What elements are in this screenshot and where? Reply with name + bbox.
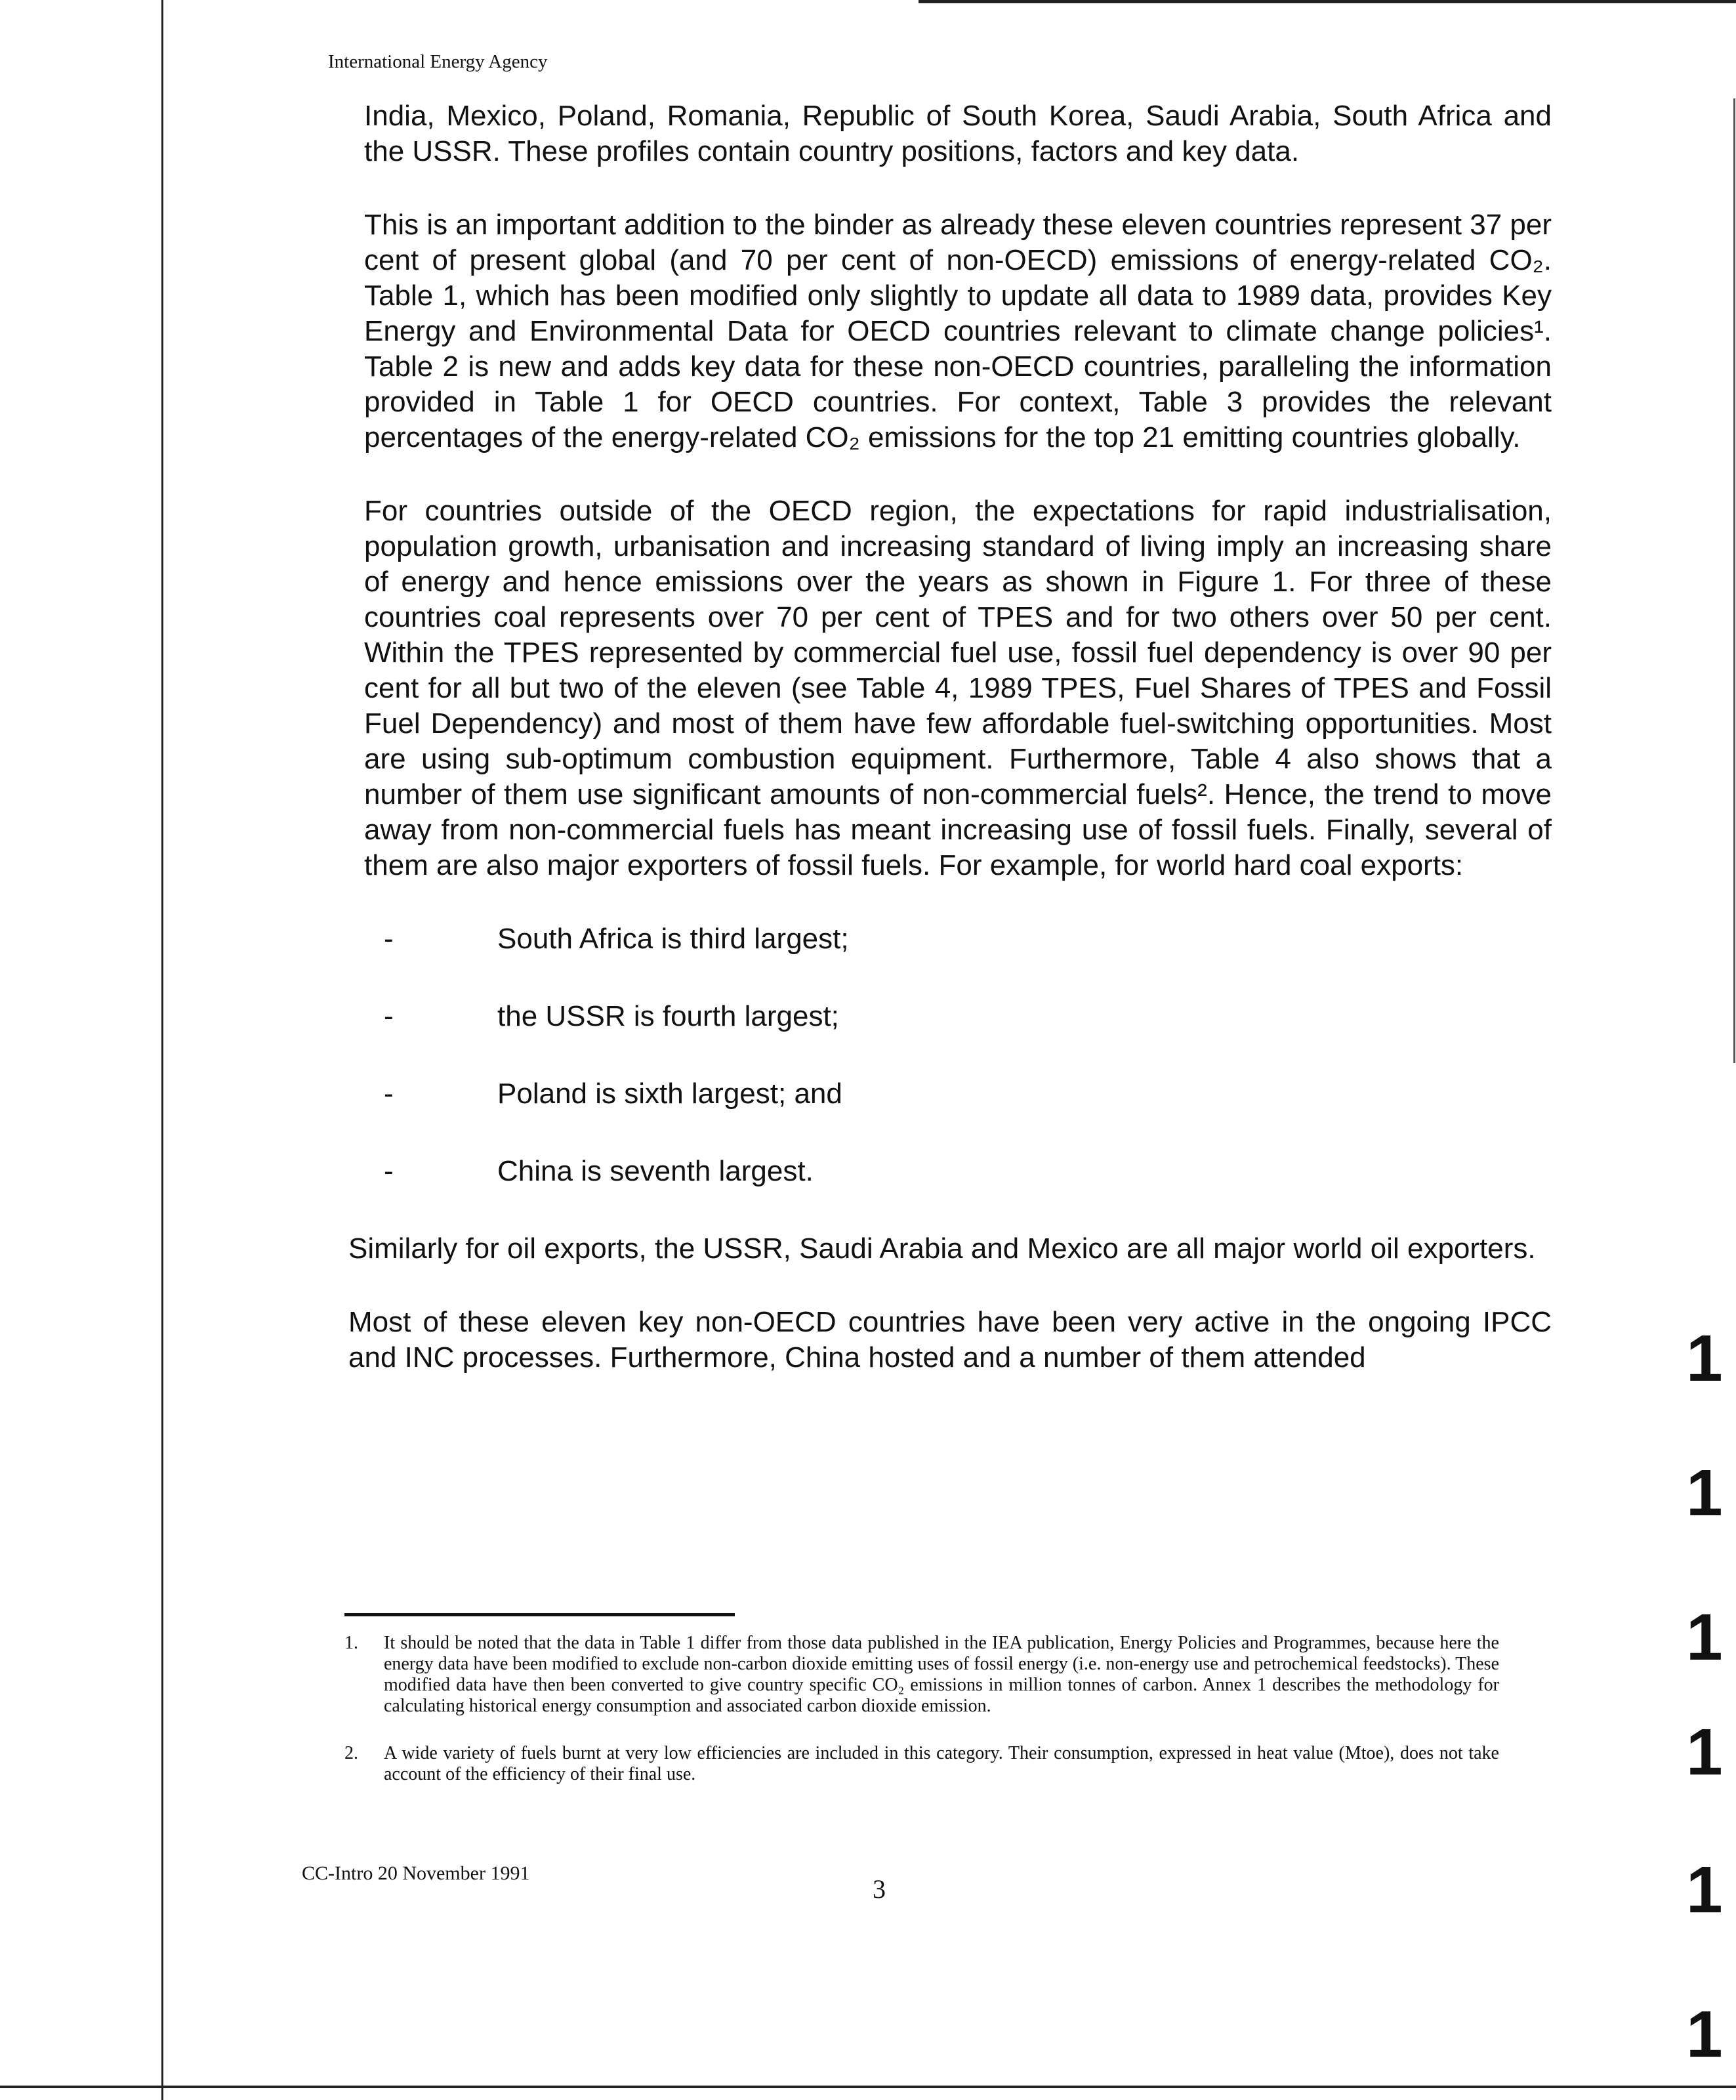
edge-mark: 1 bbox=[1686, 1322, 1723, 1395]
list-item bbox=[364, 1154, 1552, 1189]
document-body bbox=[348, 98, 1552, 1414]
footnote-text: It should be noted that the data in Table 1 differ from those data published in the IEA publication, Energy Policies and Programmes, because here the energy data have been modified to exclude non-carbon dioxide emitting uses of fossil energy (i.e. non-energy use and petrochemical feedstocks). These modified data have then been converted to give country specific CO₂ emissions in million tonnes of carbon. Annex 1 describes the methodology for calculating historical energy consumption and associated carbon dioxide emission. bbox=[384, 1633, 1499, 1716]
list-item-text: Poland is sixth largest; and bbox=[497, 1078, 842, 1110]
page-number: 3 bbox=[873, 1874, 886, 1904]
coal-exports-list bbox=[364, 921, 1552, 1189]
list-item bbox=[364, 1076, 1552, 1112]
paragraph-2: This is an important addition to the binder as already these eleven countries represent 37 per cent of present global (and 70 per cent of non-OECD) emissions of energy-related CO₂. Table 1, which has been modified only slightly to update all data to 1989 data, provides Key Energy and Environmental Data for OECD countries relevant to climate change policies¹. Table 2 is new and adds key data for these non-OECD countries, paralleling the information provided in Table 1 for OECD countries. For context, Table 3 provides the relevant percentages of the energy-related CO₂ emissions for the top 21 emitting countries globally. bbox=[364, 209, 1552, 453]
edge-mark: 1 bbox=[1686, 1456, 1723, 1530]
bullet-dash: - bbox=[384, 1000, 394, 1032]
edge-mark: 1 bbox=[1686, 1998, 1723, 2071]
paragraph-5: Most of these eleven key non-OECD countries have been very active in the ongoing IPCC and INC processes. Furthermore, China hosted and a number of them attended bbox=[348, 1306, 1552, 1374]
footnote-text: A wide variety of fuels burnt at very low efficiencies are included in this category. Their consumption, expressed in heat value (Mtoe), does not take account of the efficiency of their final use. bbox=[384, 1743, 1499, 1784]
list-item bbox=[364, 999, 1552, 1034]
paragraph-1: India, Mexico, Poland, Romania, Republic of South Korea, Saudi Arabia, South Africa and the USSR. These profiles contain country positions, factors and key data. bbox=[364, 100, 1552, 167]
bottom-edge-rule bbox=[0, 2086, 1736, 2088]
list-item-text: China is seventh largest. bbox=[497, 1155, 814, 1187]
list-item-text: the USSR is fourth largest; bbox=[497, 1000, 839, 1032]
footnote-number: 1. bbox=[344, 1633, 358, 1653]
edge-mark: 1 bbox=[1686, 1853, 1723, 1927]
footnote-1 bbox=[344, 1633, 1499, 1717]
page-header: International Energy Agency bbox=[328, 51, 548, 72]
footer-document-id: CC-Intro 20 November 1991 bbox=[302, 1862, 530, 1884]
list-item-text: South Africa is third largest; bbox=[497, 923, 849, 955]
right-edge-rule bbox=[1733, 98, 1735, 1063]
footnotes bbox=[344, 1633, 1499, 1811]
footnote-number: 2. bbox=[344, 1743, 358, 1763]
paragraph-4: Similarly for oil exports, the USSR, Saudi Arabia and Mexico are all major world oil exporters. bbox=[348, 1232, 1536, 1265]
paragraph-3: For countries outside of the OECD region, the expectations for rapid industrialisation, population growth, urbanisation and increasing standard of living imply an increasing share of energy and hence emissions over the years as shown in Figure 1. For three of these countries coal represents over 70 per cent of TPES and for two others over 50 per cent. Within the TPES represented by commercial fuel use, fossil fuel dependency is over 90 per cent for all but two of the eleven (see Table 4, 1989 TPES, Fuel Shares of TPES and Fossil Fuel Dependency) and most of them have few affordable fuel-switching opportunities. Most are using sub-optimum combustion equipment. Furthermore, Table 4 also shows that a number of them use significant amounts of non-commercial fuels². Hence, the trend to move away from non-commercial fuels has meant increasing use of fossil fuels. Finally, several of them are also major exporters of fossil fuels. For example, for world hard coal exports: bbox=[364, 495, 1552, 881]
bullet-dash: - bbox=[384, 923, 394, 955]
bullet-dash: - bbox=[384, 1155, 394, 1187]
footnote-separator bbox=[344, 1613, 735, 1616]
edge-mark: 1 bbox=[1686, 1601, 1723, 1674]
bullet-dash: - bbox=[384, 1078, 394, 1110]
left-edge-rule bbox=[161, 0, 163, 2100]
list-item bbox=[364, 921, 1552, 957]
top-edge-rule bbox=[919, 0, 1736, 3]
edge-mark: 1 bbox=[1686, 1715, 1723, 1789]
footnote-2 bbox=[344, 1743, 1499, 1785]
